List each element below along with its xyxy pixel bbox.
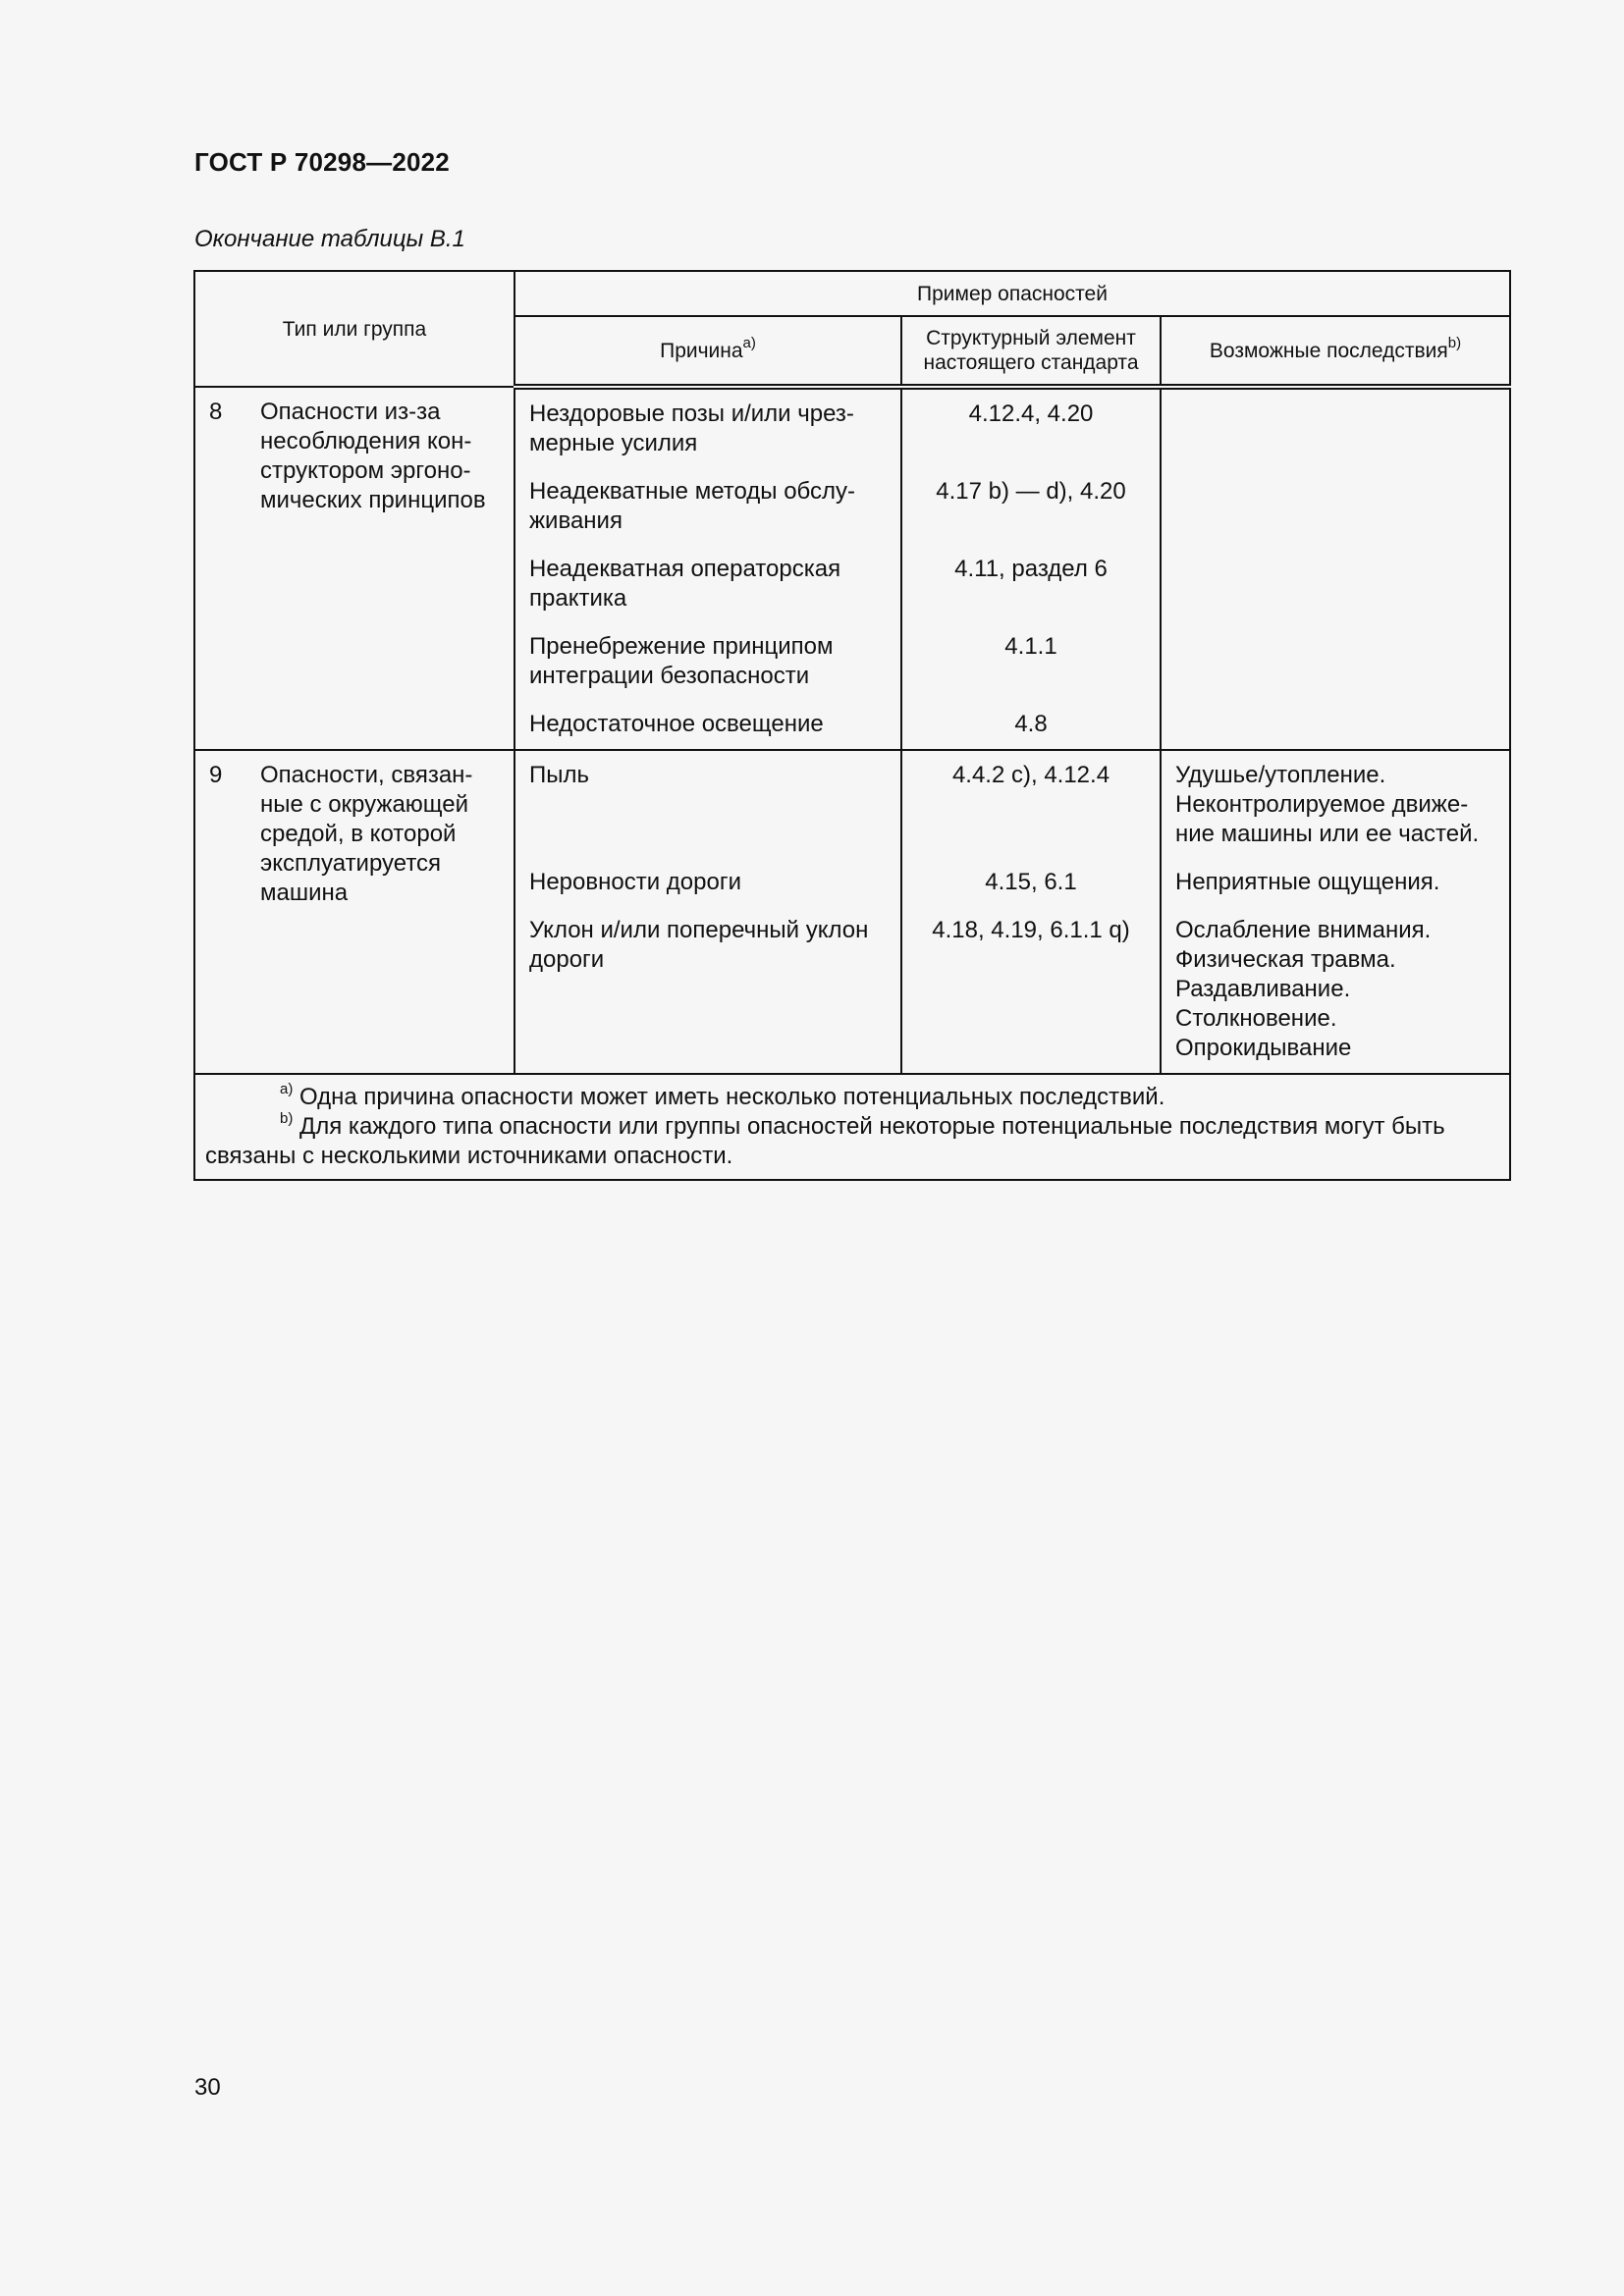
element-item: 4.15, 6.1	[985, 869, 1077, 895]
header-element: Структурный элемент настоящего стандарта	[901, 316, 1161, 387]
row-number: 8	[209, 399, 223, 425]
consequence-item: Удушье/утопление. Неконтролируемое движе-ние машины или ее частей.	[1175, 762, 1480, 847]
row-type-cell	[194, 750, 514, 1074]
note-mark: a)	[280, 1081, 294, 1097]
element-item: 4.17 b) — d), 4.20	[936, 478, 1126, 505]
cause-item: Неадекватные методы обслу-живания	[529, 478, 856, 534]
row-causes-cell	[514, 750, 901, 1074]
row-number: 9	[209, 762, 223, 788]
cause-item: Пыль	[529, 762, 590, 788]
header-consequences: Возможные последствия$^{b)}$	[1161, 316, 1510, 387]
element-item: 4.11, раздел 6	[954, 556, 1108, 582]
row-type-cell	[194, 387, 514, 750]
header-type-group: Тип или группа	[194, 271, 514, 387]
row-elements-cell	[901, 750, 1161, 1074]
header-example: Пример опасностей	[514, 271, 1510, 316]
element-item: 4.4.2 c), 4.12.4	[951, 762, 1110, 788]
row-consequences-cell	[1161, 750, 1510, 1074]
table-caption: Окончание таблицы В.1	[194, 226, 465, 252]
document-code: ГОСТ Р 70298—2022	[194, 147, 450, 177]
table-row	[194, 750, 1510, 1074]
row-type-name: Опасности из-за несоблюдения кон-структором эргоно-мических принципов	[260, 399, 486, 513]
cause-item: Неадекватная операторская практика	[529, 556, 841, 612]
table-row	[194, 387, 1510, 750]
header-cause-note-mark: a)	[742, 334, 756, 351]
cause-item: Нездоровые позы и/или чрез-мерные усилия	[529, 400, 854, 456]
element-item: 4.1.1	[1004, 633, 1057, 660]
note-mark: b)	[280, 1110, 294, 1127]
page-number: 30	[194, 2074, 221, 2101]
header-cause: Причина$^{a)}$	[514, 316, 901, 387]
row-consequences-cell	[1161, 387, 1510, 750]
element-item: 4.12.4, 4.20	[968, 400, 1094, 427]
table-note: $^{a)}$ Одна причина опасности может иметь несколько потенциальных последствий.	[280, 1081, 1165, 1110]
table-note: $^{b)}$ Для каждого типа опасности или группы опасностей некоторые потенциальные последствия могут быть связаны с несколькими источниками опасности.	[205, 1110, 1445, 1169]
element-item: 4.18, 4.19, 6.1.1 q)	[932, 917, 1130, 943]
cause-item: Уклон и/или поперечный уклон дороги	[529, 917, 869, 973]
row-causes-cell	[514, 387, 901, 750]
hazards-table	[193, 270, 1511, 1181]
cause-item: Неровности дороги	[529, 869, 741, 895]
header-consequences-note-mark: b)	[1447, 334, 1462, 351]
row-elements-cell	[901, 387, 1161, 750]
row-type-name: Опасности, связан-ные с окружающей средой, в которой эксплуатируется машина	[260, 762, 473, 906]
consequence-item: Ослабление внимания. Физическая травма. Раздавливание. Столкновение. Опрокидывание	[1175, 917, 1432, 1061]
table-notes-row	[194, 1074, 1510, 1180]
element-item: 4.8	[1014, 711, 1048, 737]
cause-item: Недостаточное освещение	[529, 711, 824, 737]
table-notes	[194, 1074, 1510, 1180]
cause-item: Пренебрежение принципом интеграции безопасности	[529, 633, 834, 689]
consequence-item: Неприятные ощущения.	[1175, 869, 1440, 895]
